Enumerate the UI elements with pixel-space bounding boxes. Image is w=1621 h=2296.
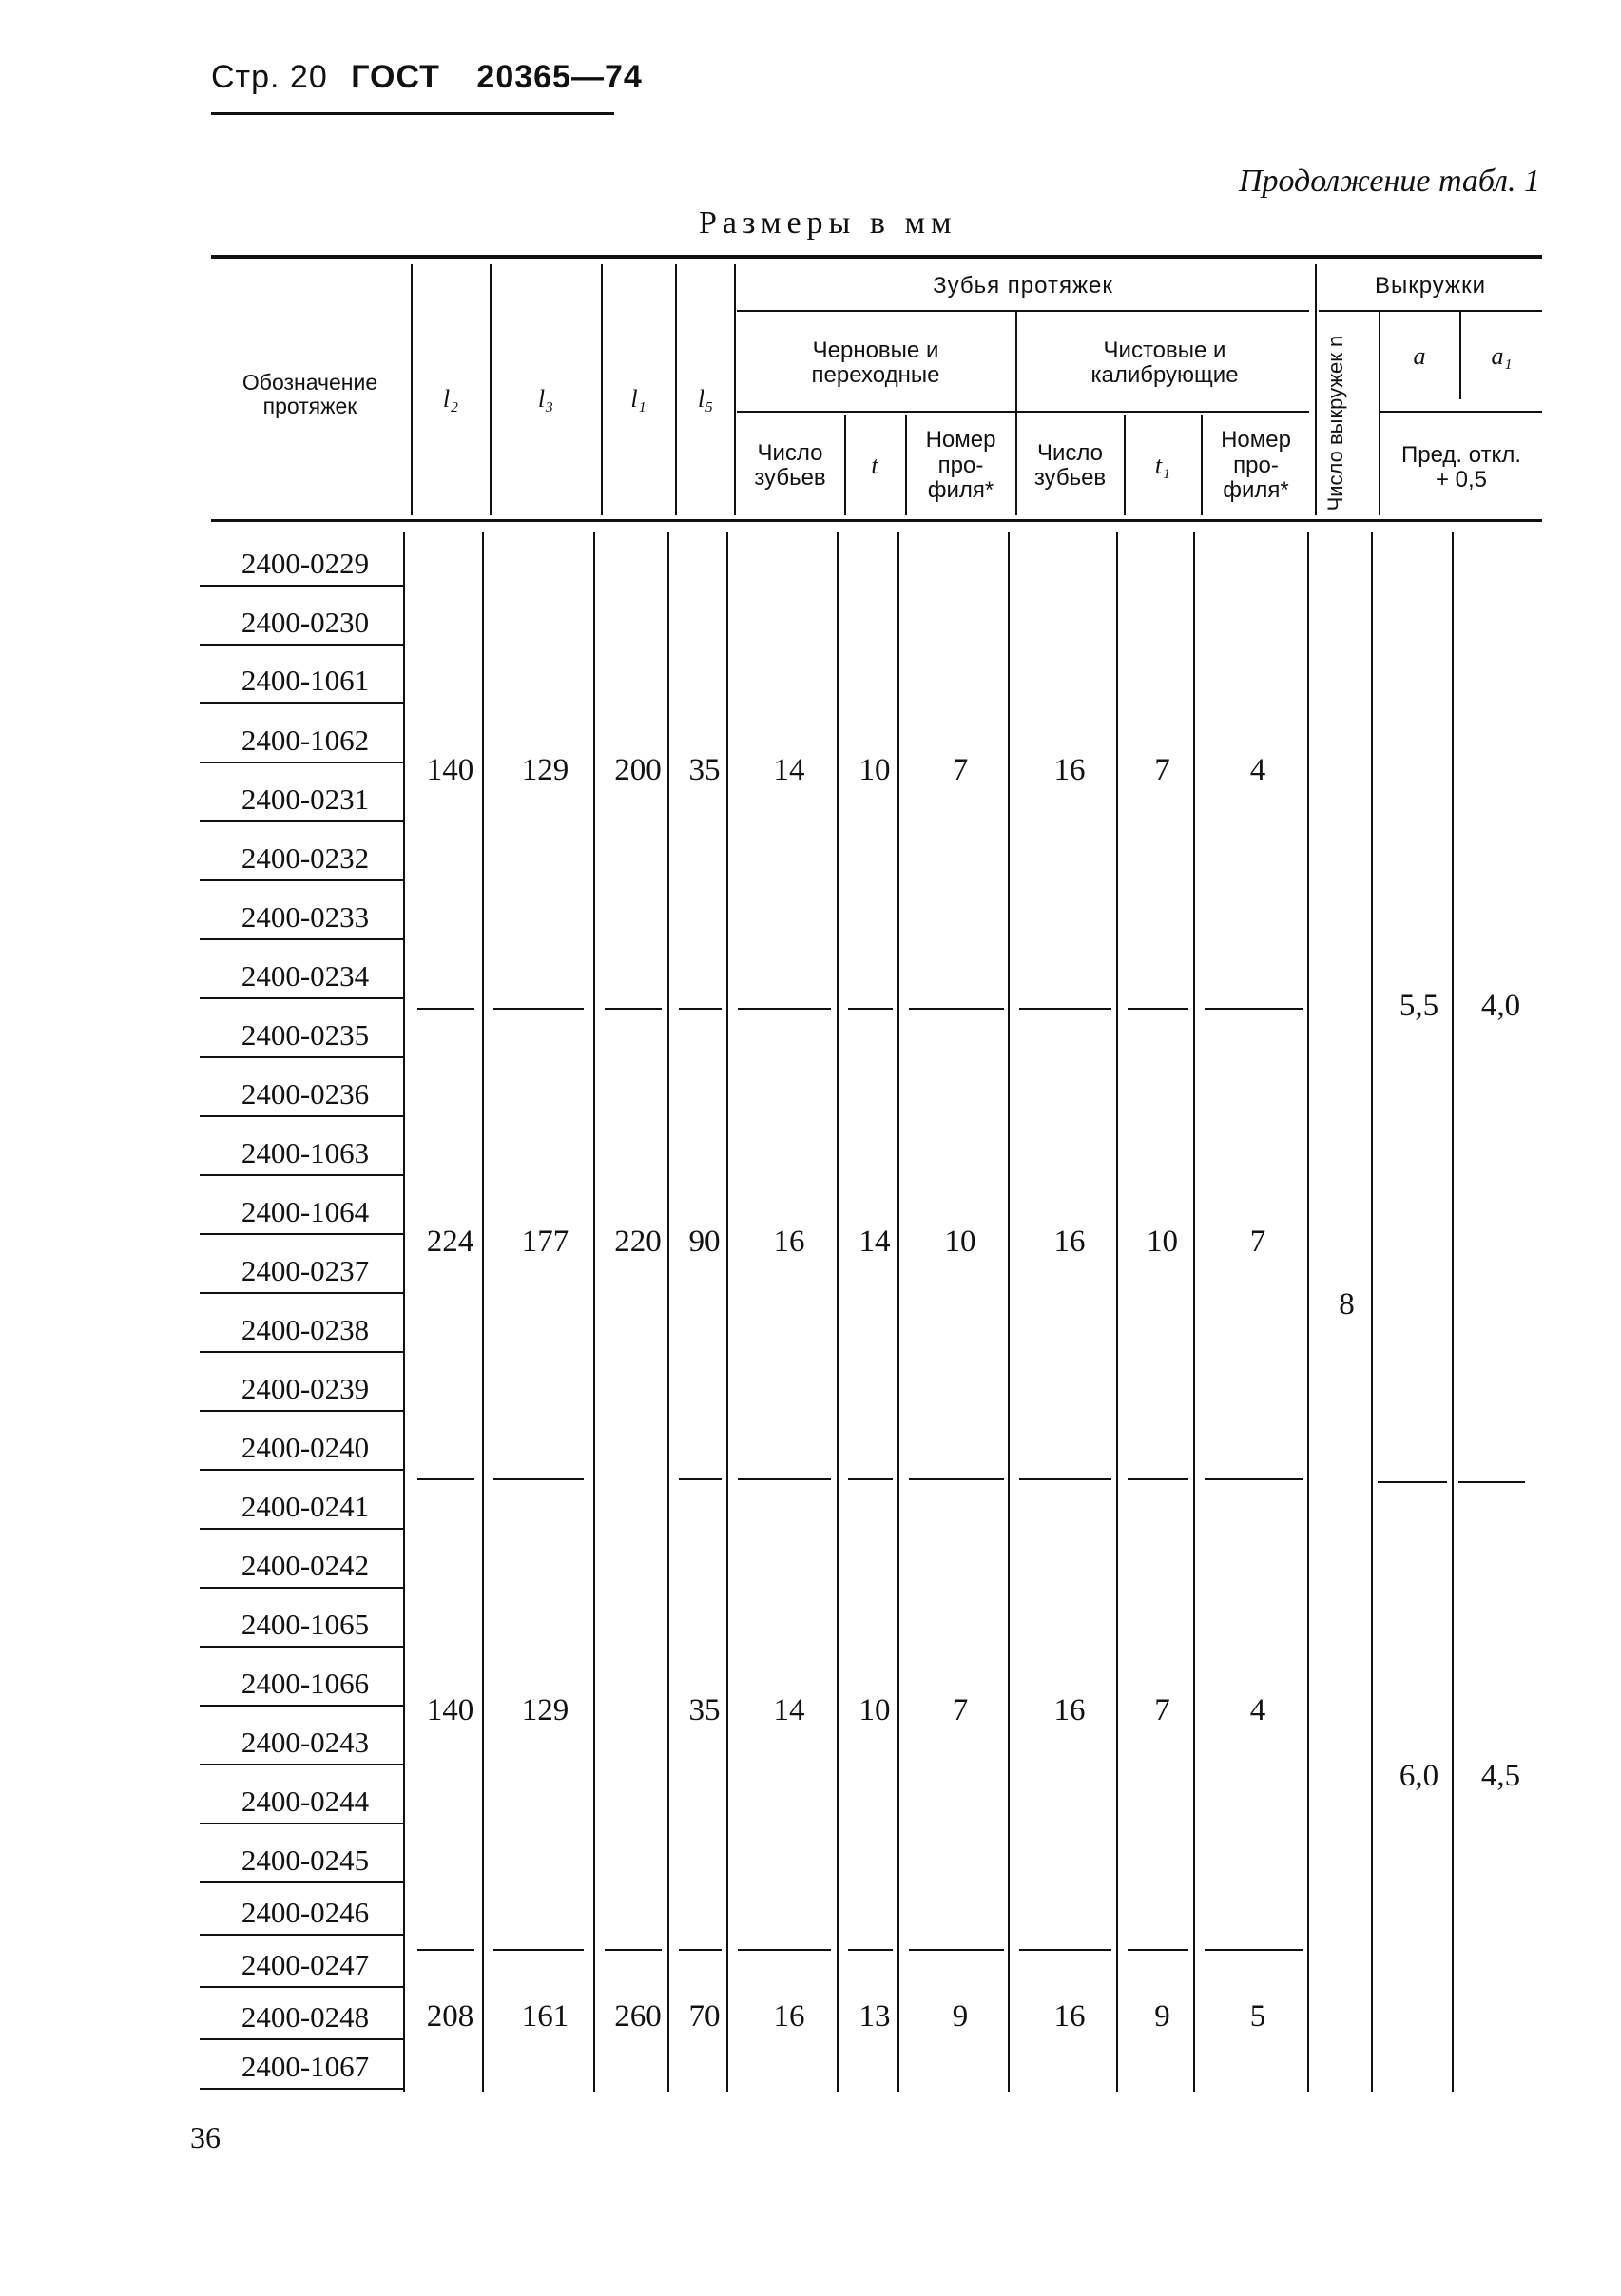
- l5-value: 90: [688, 1225, 721, 1259]
- rough-count-header: Число зубьев: [754, 439, 826, 491]
- t-value: 10: [859, 753, 891, 787]
- group-divider: [493, 1478, 584, 1480]
- group-divider: [848, 1008, 893, 1010]
- l1-value: 260: [614, 1998, 662, 2034]
- group-divider: [605, 1949, 662, 1951]
- l5-value: 35: [688, 1692, 721, 1727]
- group-divider: [1205, 1008, 1303, 1010]
- finish-profile-value: 5: [1249, 1998, 1266, 2034]
- t1-value: 7: [1154, 753, 1170, 787]
- a-group-divider: [1458, 1481, 1525, 1483]
- designation-cell: 2400-0233: [241, 900, 370, 934]
- continuation-note: Продолжение табл. 1: [1238, 164, 1540, 199]
- designation-cell: 2400-1061: [241, 664, 370, 697]
- tolerance-header: Пред. откл. + 0,5: [1400, 441, 1521, 492]
- rough-profile-value: 7: [952, 1692, 969, 1727]
- rough-count-value: 16: [773, 1998, 805, 2034]
- group-divider: [1128, 1949, 1188, 1951]
- designation-cell: 2400-0230: [241, 606, 370, 639]
- designation-rule: [200, 1115, 405, 1117]
- designation-rule: [200, 1233, 405, 1235]
- designation-cell: 2400-0229: [241, 547, 370, 580]
- a-value: 5,5: [1399, 989, 1439, 1023]
- l2-value: 224: [426, 1225, 474, 1259]
- designation-cell: 2400-1062: [241, 724, 370, 757]
- table-head-rule: [211, 519, 1542, 522]
- page-number: 36: [190, 2120, 221, 2154]
- designation-cell: 2400-0241: [241, 1490, 370, 1523]
- designation-rule: [200, 1764, 405, 1765]
- group-divider: [738, 1478, 831, 1480]
- group-divider: [738, 1949, 831, 1951]
- designation-rule: [200, 2088, 405, 2090]
- designation-cell: 2400-1066: [241, 1667, 370, 1700]
- body-column-divider: [1452, 532, 1454, 2092]
- group-divider: [1128, 1478, 1188, 1480]
- rough-group-header: Черновые и переходные: [811, 337, 940, 388]
- designation-cell: 2400-0235: [241, 1018, 370, 1052]
- designation-cell: 2400-0245: [241, 1843, 370, 1877]
- finish-count-value: 16: [1053, 1998, 1086, 2034]
- rough-profile-header: Номер про-филя*: [925, 427, 996, 504]
- finish-profile-value: 7: [1249, 1225, 1266, 1259]
- finish-profile-value: 4: [1249, 753, 1266, 787]
- group-divider: [1128, 1008, 1188, 1010]
- header-divider: [734, 264, 736, 515]
- t1-value: 9: [1154, 1998, 1170, 2034]
- l1-header: l₁: [630, 384, 646, 413]
- designation-cell: 2400-0248: [241, 2000, 370, 2034]
- recess-count-header: [1303, 333, 1369, 513]
- group-divider: [1205, 1949, 1303, 1951]
- group-divider: [1019, 1949, 1111, 1951]
- a1-header: a₁: [1491, 341, 1513, 370]
- table-top-rule: [211, 255, 1542, 259]
- finish-profile-value: 4: [1249, 1692, 1266, 1727]
- group-divider: [679, 1478, 722, 1480]
- designation-header: Обозначение протяжек: [241, 369, 378, 418]
- rough-profile-value: 10: [944, 1225, 976, 1259]
- t-value: 14: [859, 1225, 891, 1259]
- group-divider: [417, 1008, 474, 1010]
- finish-count-value: 16: [1053, 1692, 1086, 1727]
- header-rule: [211, 112, 614, 115]
- finish-profile-header: Номер про-филя*: [1221, 427, 1291, 504]
- header-rule-a: [1380, 411, 1542, 413]
- l2-header: l₂: [442, 384, 459, 413]
- l5-value: 70: [688, 1998, 721, 2034]
- l3-value: 129: [521, 1692, 569, 1727]
- l3-value: 129: [521, 753, 569, 787]
- finish-group-header: Чистовые и калибрующие: [1090, 337, 1239, 388]
- designation-cell: 2400-0243: [241, 1726, 370, 1759]
- designation-rule: [200, 644, 405, 646]
- designation-rule: [200, 1646, 405, 1648]
- designation-rule: [200, 1587, 405, 1589]
- designation-cell: 2400-0232: [241, 841, 370, 875]
- standard-number: 20365—74: [476, 59, 643, 95]
- l3-value: 177: [521, 1225, 569, 1259]
- designation-rule: [200, 1986, 405, 1988]
- finish-count-value: 16: [1053, 1225, 1086, 1259]
- designation-cell: 2400-1063: [241, 1136, 370, 1169]
- designation-cell: 2400-0237: [241, 1254, 370, 1287]
- header-rule-subgroups: [737, 411, 1309, 413]
- group-divider: [1019, 1008, 1111, 1010]
- l2-value: 208: [426, 1998, 474, 2034]
- standard-label: ГОСТ: [351, 59, 440, 95]
- designation-rule: [200, 1528, 405, 1530]
- header-rule-teeth: [737, 310, 1309, 312]
- t-value: 13: [859, 1998, 891, 2034]
- t1-header: t₁: [1154, 451, 1171, 479]
- group-divider: [605, 1008, 662, 1010]
- l5-value: 35: [688, 753, 721, 787]
- group-divider: [738, 1008, 831, 1010]
- designation-cell: 2400-0244: [241, 1785, 370, 1818]
- rough-profile-value: 7: [952, 753, 969, 787]
- designation-rule: [200, 1469, 405, 1471]
- a-header: a: [1413, 341, 1426, 370]
- a-group-divider: [1378, 1481, 1447, 1483]
- designation-cell: 2400-0246: [241, 1896, 370, 1929]
- designation-cell: 2400-0242: [241, 1549, 370, 1582]
- designation-rule: [200, 1881, 405, 1883]
- l2-value: 140: [426, 753, 474, 787]
- designation-rule: [200, 1934, 405, 1936]
- t-value: 10: [859, 1692, 891, 1727]
- l3-header: l₃: [537, 384, 554, 413]
- designation-cell: 2400-0239: [241, 1372, 370, 1405]
- designation-rule: [200, 762, 405, 763]
- group-divider: [1205, 1478, 1303, 1480]
- designation-cell: 2400-0247: [241, 1948, 370, 1981]
- designation-cell: 2400-0236: [241, 1077, 370, 1110]
- a-value: 6,0: [1399, 1759, 1439, 1793]
- group-divider: [1019, 1478, 1111, 1480]
- units-caption: Размеры в мм: [699, 205, 957, 241]
- page-header: [211, 59, 643, 96]
- designation-cell: 2400-0234: [241, 959, 370, 993]
- group-divider: [417, 1949, 474, 1951]
- a1-value: 4,5: [1480, 1759, 1521, 1793]
- designation-rule: [200, 1823, 405, 1824]
- l2-value: 140: [426, 1692, 474, 1727]
- group-divider: [848, 1949, 893, 1951]
- l3-value: 161: [521, 1998, 569, 2034]
- recess-count-header-text: Число выкружек n: [1322, 335, 1347, 511]
- rough-profile-value: 9: [952, 1998, 969, 2034]
- l5-header: l₅: [697, 384, 714, 413]
- designation-rule: [200, 879, 405, 881]
- t1-value: 10: [1147, 1225, 1178, 1259]
- designation-rule: [200, 1056, 405, 1058]
- designation-cell: 2400-0240: [241, 1431, 370, 1464]
- recess-count-value: 8: [1339, 1287, 1355, 1322]
- rough-count-value: 16: [773, 1225, 805, 1259]
- group-divider: [493, 1008, 584, 1010]
- t-header: t: [871, 451, 878, 479]
- rough-count-value: 14: [773, 753, 805, 787]
- page-label: Стр. 20: [211, 59, 328, 95]
- designation-rule: [200, 1410, 405, 1412]
- designation-cell: 2400-0238: [241, 1313, 370, 1346]
- t1-value: 7: [1154, 1692, 1170, 1727]
- group-divider: [909, 1949, 1004, 1951]
- designation-rule: [200, 1174, 405, 1176]
- teeth-group-header: Зубья протяжек: [933, 272, 1113, 299]
- l1-value: 220: [614, 1225, 662, 1259]
- group-divider: [493, 1949, 584, 1951]
- designation-rule: [200, 1292, 405, 1294]
- finish-count-value: 16: [1053, 753, 1086, 787]
- designation-rule: [200, 820, 405, 822]
- a1-value: 4,0: [1480, 989, 1521, 1023]
- designation-rule: [200, 1351, 405, 1353]
- designation-rule: [200, 938, 405, 940]
- designation-rule: [200, 1705, 405, 1707]
- rough-count-value: 14: [773, 1692, 805, 1727]
- recess-group-header: Выкружки: [1374, 272, 1487, 299]
- designation-cell: 2400-1065: [241, 1608, 370, 1641]
- group-divider: [679, 1949, 722, 1951]
- group-divider: [848, 1478, 893, 1480]
- group-divider: [909, 1008, 1004, 1010]
- designation-rule: [200, 2038, 405, 2040]
- group-divider: [417, 1478, 474, 1480]
- designation-rule: [200, 702, 405, 704]
- designation-cell: 2400-0231: [241, 782, 370, 816]
- designation-rule: [200, 585, 405, 587]
- designation-cell: 2400-1067: [241, 2050, 370, 2083]
- group-divider: [679, 1008, 722, 1010]
- designation-cell: 2400-1064: [241, 1195, 370, 1228]
- designation-rule: [200, 997, 405, 999]
- group-divider: [909, 1478, 1004, 1480]
- l1-value: 200: [614, 753, 662, 787]
- finish-count-header: Число зубьев: [1033, 439, 1107, 491]
- header-rule-recess: [1319, 310, 1542, 312]
